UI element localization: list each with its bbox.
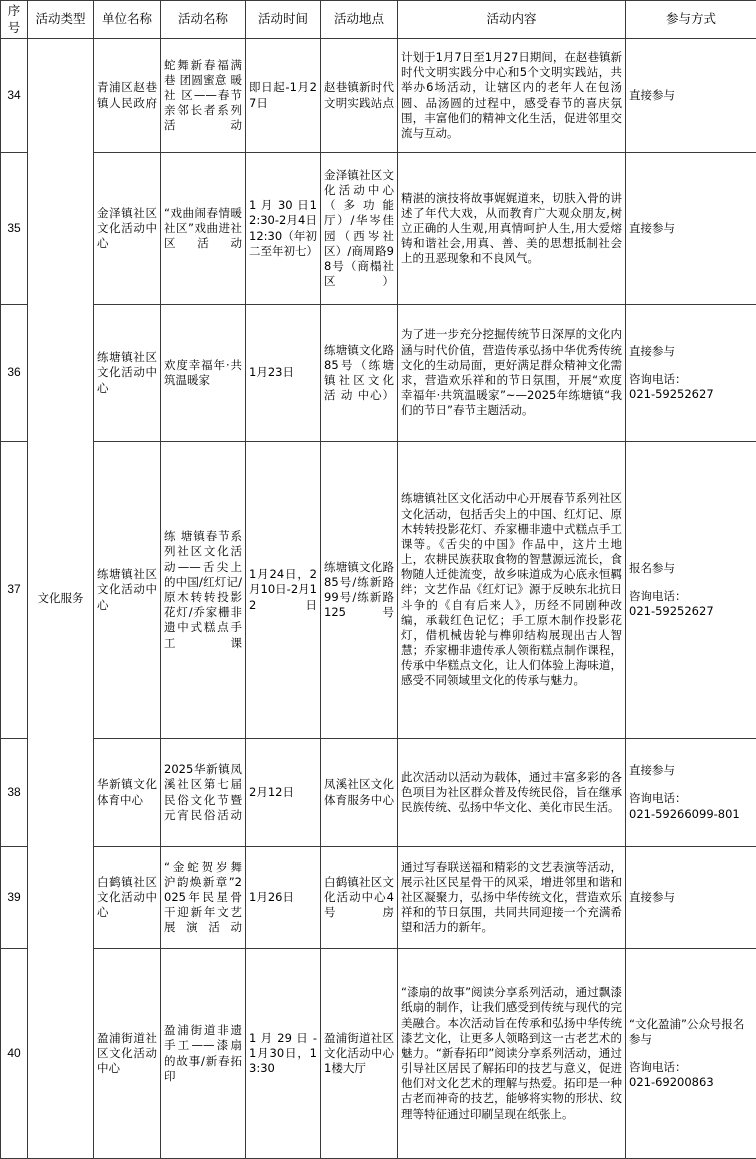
cell-name: 2025华新镇凤溪社区第七届民俗文化节暨元宵民俗活动 [161, 739, 246, 847]
cell-content: 计划于1月7日至1月27日期间，在赵巷镇新时代文明实践分中心和5个文明实践站，共举办6场活动，让辖区内的老年人在包汤圆、品汤圆的过程中，感受春节的喜庆氛围，丰富他们的精神文化生活，促进邻里交流与互动。 [398, 39, 626, 153]
cell-time: 1月26日 [246, 847, 321, 949]
cell-unit: 华新镇文化体育中心 [94, 739, 161, 847]
header-content: 活动内容 [398, 1, 626, 39]
cell-unit: 练塘镇社区文化活动中心 [94, 442, 161, 739]
cell-content: 练塘镇社区文化活动中心开展春节系列社区文化活动，包括舌尖上的中国、红灯记、原木转转投影花灯、乔家栅非遗中式糕点手工课等。《舌尖的中国》作品中，这片土地上，农耕民族获取食物的智慧源远流长，食物随人迁徙流变，故乡味道成为心底永恒羁绊；文艺作品《红灯记》源于反映东北抗日斗争的《自有后来人》，历经不同剧种改编，承载红色记忆；手工原木制作投影花灯，借机械齿轮与榫卯结构展现出古人智慧；乔家栅非遗传承人领衔糕点制作课程，传承中华糕点文化，让人们体验上海味道，感受不同领域里文化的传承与魅力。 [398, 442, 626, 739]
join-method: 直接参与 [629, 88, 753, 103]
cell-place: 盈浦街道社区文化活动中心1楼大厅 [321, 949, 398, 1159]
cell-name: 盈浦街道非遗手工——漆扇的故事/新春拓印 [161, 949, 246, 1159]
table-row [1, 739, 756, 847]
cell-unit: 练塘镇社区文化活动中心 [94, 305, 161, 442]
cell-name: 练 塘镇春节系列社区文化活动——舌尖上的中国/红灯记/原木转转投影花灯/乔家栅非遗中式糕点手工课 [161, 442, 246, 739]
cell-join [626, 442, 756, 739]
cell-join [626, 39, 756, 153]
cell-seq: 38 [1, 739, 28, 847]
join-method: 报名参与 [629, 561, 753, 576]
join-spacer [629, 576, 753, 589]
table-row [1, 153, 756, 305]
header-seq: 序号 [1, 1, 28, 39]
join-phone-number: 021-59252627 [629, 604, 753, 619]
cell-seq: 34 [1, 39, 28, 153]
cell-name: “戏曲闹春情暖社区”戏曲进社区活动 [161, 153, 246, 305]
cell-seq: 40 [1, 949, 28, 1159]
join-phone-label: 咨询电话： [629, 791, 753, 806]
cell-place: 练塘镇文化路85号/练新路99号/练新路125号 [321, 442, 398, 739]
cell-time: 1 月 30 日12:30-2月4日12:30（年初二至年初七） [246, 153, 321, 305]
cell-content: 此次活动以活动为载体，通过丰富多彩的各色项目为社区群众普及传统民俗，旨在继承民族传统、弘扬中华文化、美化市民生活。 [398, 739, 626, 847]
cell-content: 精湛的演技将故事娓娓道来，切肤入骨的讲述了年代大戏，从而教育广大观众朋友,树立正确的人生观,用真情呵护人生,用大爱熔铸和谐社会,用真、善、美的思想抵制社会上的丑恶现象和不良风气。 [398, 153, 626, 305]
cell-seq: 39 [1, 847, 28, 949]
join-method: 直接参与 [629, 763, 753, 778]
join-spacer [629, 778, 753, 791]
cell-place: 赵巷镇新时代文明实践站点 [321, 39, 398, 153]
header-name: 活动名称 [161, 1, 246, 39]
cell-name: 蛇舞新春福满巷 团圆蜜意 暖 社 区——春节亲邻长者系列活动 [161, 39, 246, 153]
table-row [1, 847, 756, 949]
table-header-row [1, 1, 756, 39]
join-phone-number: 021-69200863 [629, 1075, 753, 1090]
cell-activity-type: 文化服务 [28, 39, 94, 1159]
cell-place: 金泽镇社区文化活动中心（多功能厅）/华岑佳园（西岑社区）/商周路98号（商榻社区） [321, 153, 398, 305]
header-time: 活动时间 [246, 1, 321, 39]
cell-name: 欢度幸福年·共筑温暖家 [161, 305, 246, 442]
cell-unit: 盈浦街道社区文化活动中心 [94, 949, 161, 1159]
cell-time: 1 月 29 日 -1月30日，13:30 [246, 949, 321, 1159]
cell-time: 2月12日 [246, 739, 321, 847]
join-method: 直接参与 [629, 221, 753, 236]
cell-join [626, 949, 756, 1159]
cell-place: 练塘镇文化路85号（练塘镇社区文化 活 动 中心） [321, 305, 398, 442]
join-method: “文化盈浦”公众号报名参与 [629, 1017, 753, 1047]
join-phone-label: 咨询电话： [629, 589, 753, 604]
header-unit: 单位名称 [94, 1, 161, 39]
table-row [1, 949, 756, 1159]
join-method: 直接参与 [629, 890, 753, 905]
cell-unit: 金泽镇社区文化活动中心 [94, 153, 161, 305]
join-phone-number: 021-59266099-801 [629, 807, 753, 822]
cell-name: “金蛇贺岁舞 沪韵焕新章”2025年民星骨干迎新年文艺展演活动 [161, 847, 246, 949]
join-method: 直接参与 [629, 344, 753, 359]
cell-time: 1月24日，2月10日-2月12日 [246, 442, 321, 739]
cell-seq: 36 [1, 305, 28, 442]
cell-unit: 白鹤镇社区文化活动中心 [94, 847, 161, 949]
cell-content: 为了进一步充分挖掘传统节日深厚的文化内涵与时代价值，营造传承弘扬中华优秀传统文化的生动局面，更好满足群众精神文化需求，营造欢乐祥和的节日氛围，开展“欢度幸福年·共筑温暖家”~—2025年练塘镇“我们的节日”春节主题活动。 [398, 305, 626, 442]
table-row [1, 305, 756, 442]
cell-content: “漆扇的故事”阅读分享系列活动，通过飘漆纸扇的制作，让我们感受到传统与现代的完美融合。本次活动旨在传承和弘扬中华传统漆艺文化，让更多人领略到这一古老艺术的魅力。“新春拓印”阅读分享系列活动，通过引导社区居民了解拓印的技艺与意义，促进他们对文化艺术的理解与热爱。拓印是一种古老而神奇的技艺，能够将实物的形状、纹理等特征通过印刷呈现在纸张上。 [398, 949, 626, 1159]
header-type: 活动类型 [28, 1, 94, 39]
join-spacer [629, 359, 753, 372]
cell-join [626, 153, 756, 305]
cell-unit: 青浦区赵巷镇人民政府 [94, 39, 161, 153]
cell-seq: 37 [1, 442, 28, 739]
cell-seq: 35 [1, 153, 28, 305]
cell-place: 白鹤镇社区文化活动中心4号房 [321, 847, 398, 949]
join-phone-number: 021-59252627 [629, 387, 753, 402]
cell-content: 通过写春联送福和精彩的文艺表演等活动，展示社区民星骨干的风采，增进邻里和谐和社区凝聚力，弘扬中华传统文化，营造欢乐祥和的节日氛围，共同共同迎接一个充满希望和活力的新年。 [398, 847, 626, 949]
cell-place: 凤溪社区文化体育服务中心 [321, 739, 398, 847]
cell-time: 即日起-1月27日 [246, 39, 321, 153]
cell-time: 1月23日 [246, 305, 321, 442]
cell-join [626, 305, 756, 442]
cell-join [626, 739, 756, 847]
join-phone-label: 咨询电话： [629, 1060, 753, 1075]
table-row [1, 39, 756, 153]
header-place: 活动地点 [321, 1, 398, 39]
join-spacer [629, 1047, 753, 1060]
header-join: 参与方式 [626, 1, 756, 39]
cell-join [626, 847, 756, 949]
table-row [1, 442, 756, 739]
join-phone-label: 咨询电话： [629, 372, 753, 387]
